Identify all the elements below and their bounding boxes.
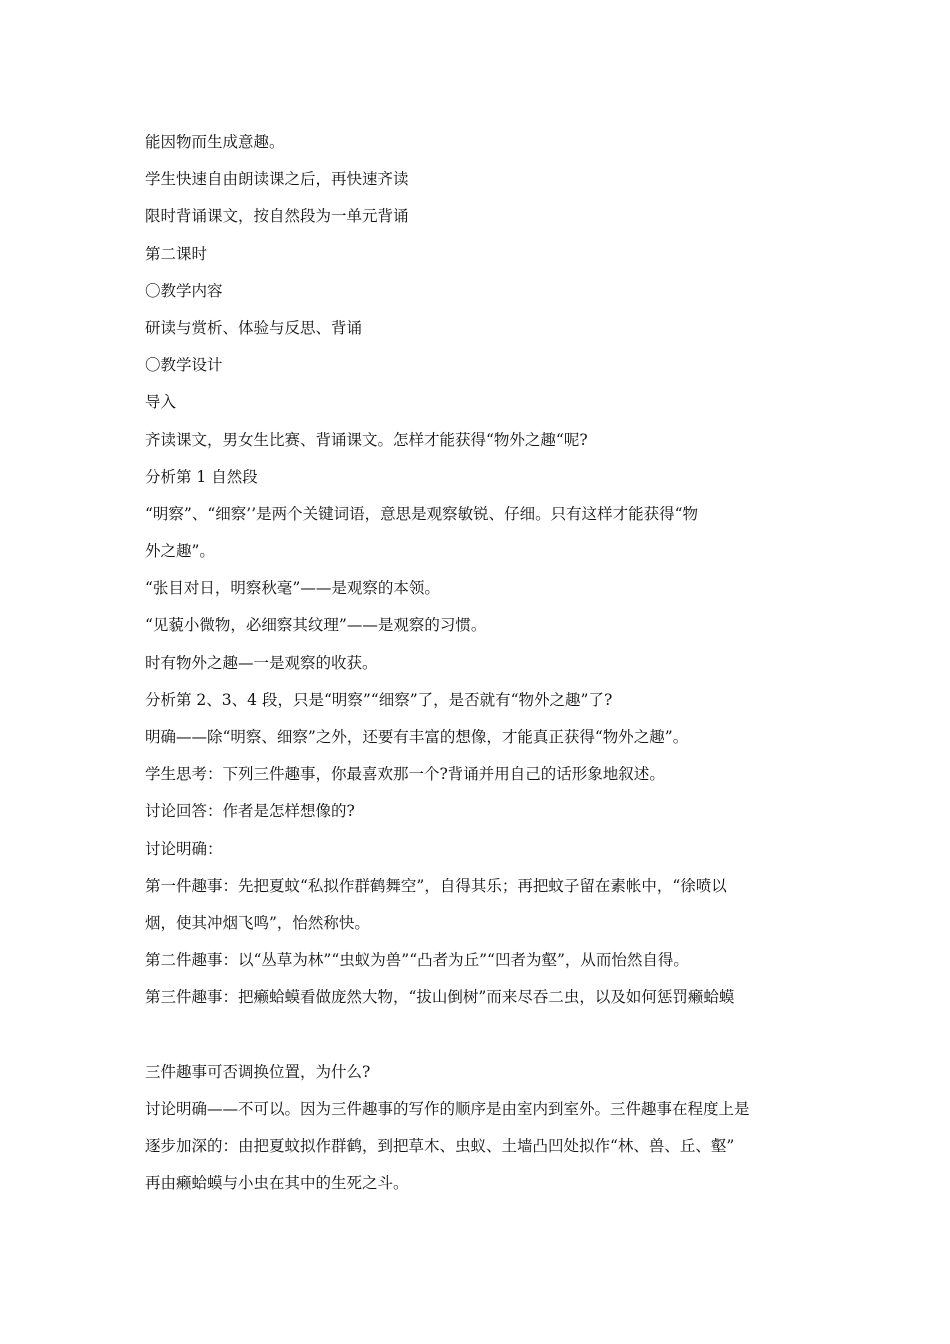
text-line: 学生快速自由朗读课之后，再快速齐读 — [145, 170, 409, 189]
text-line: 第三件趣事：把癞蛤蟆看做庞然大物，“拔山倒树”而来尽吞二虫，以及如何惩罚癞蛤蟆 — [145, 988, 735, 1007]
text-line: 研读与赏析、体验与反思、背诵 — [145, 318, 363, 337]
text-line: 逐步加深的：由把夏蚊拟作群鹤，到把草木、虫蚁、土墙凸凹处拟作“林、兽、丘、壑” — [145, 1136, 735, 1155]
text-line: 讨论明确——不可以。因为三件趣事的写作的顺序是由室内到室外。三件趣事在程度上是 — [145, 1099, 750, 1118]
text-line: 齐读课文，男女生比赛、背诵课文。怎样才能获得“物外之趣“呢? — [145, 430, 588, 449]
text-line: 导入 — [145, 393, 177, 412]
text-line: 限时背诵课文，按自然段为一单元背诵 — [145, 207, 409, 226]
text-line: 再由癞蛤蟆与小虫在其中的生死之斗。 — [145, 1174, 409, 1193]
text-line: “明察”、“细察’’是两个关键词语，意思是观察敏锐、仔细。只有这样才能获得“物 — [145, 504, 699, 523]
text-line: 讨论明确： — [145, 839, 223, 858]
subsection-heading: 〇教学内容 — [145, 281, 223, 300]
text-line: 学生思考：下列三件趣事，你最喜欢那一个?背诵并用自己的话形象地叙述。 — [145, 765, 665, 784]
text-line: “张目对日，明察秋毫”——是观察的本领。 — [145, 579, 440, 598]
text-line: 第一件趣事：先把夏蚊“私拟作群鹤舞空”，自得其乐；再把蚊子留在素帐中，“徐喷以 — [145, 876, 727, 895]
text-line: 三件趣事可否调换位置，为什么? — [145, 1062, 371, 1081]
text-line: 第二件趣事：以“丛草为林”“虫蚁为兽”“凸者为丘”“凹者为壑”，从而怡然自得。 — [145, 951, 689, 970]
text-line: 分析第 1 自然段 — [145, 467, 258, 486]
section-heading: 第二课时 — [145, 244, 208, 263]
document-body — [145, 124, 815, 1202]
text-line: 明确——除“明察、细察”之外，还要有丰富的想像，才能真正获得“物外之趣”。 — [145, 728, 689, 746]
text-line: 讨论回答：作者是怎样想像的? — [145, 802, 355, 821]
text-line: 时有物外之趣—一是观察的收获。 — [145, 653, 378, 672]
subsection-heading: 〇教学设计 — [145, 356, 223, 375]
text-line: 外之趣”。 — [145, 542, 215, 561]
text-line: 分析第 2、3、4 段，只是“明察”“细察”了，是否就有“物外之趣”了? — [145, 690, 613, 709]
text-line: “见藐小微物，必细察其纹理”——是观察的习惯。 — [145, 616, 487, 635]
text-line: 能因物而生成意趣。 — [145, 133, 285, 151]
text-line: 烟，使其冲烟飞鸣”，怡然称快。 — [145, 913, 370, 932]
